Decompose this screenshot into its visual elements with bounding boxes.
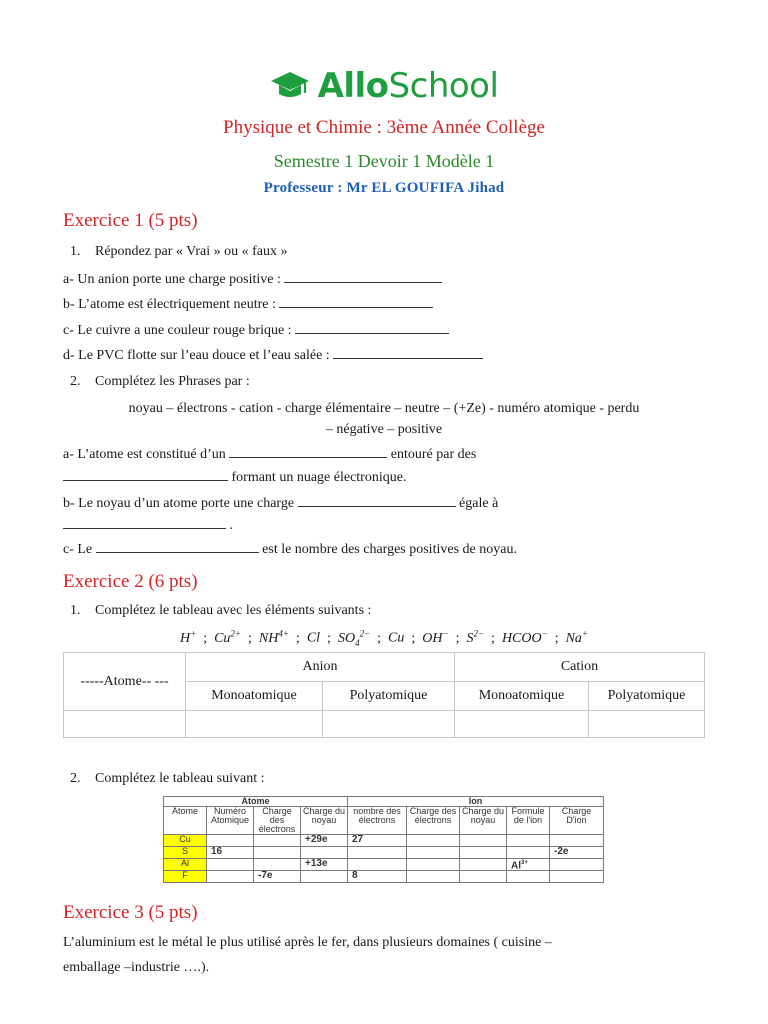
element-symbol-cell: F [164, 871, 207, 883]
ion-separator: ; [411, 630, 416, 646]
answer-cell[interactable] [254, 847, 301, 859]
ex1-sentence-b-cont: . [63, 516, 233, 534]
answer-blank[interactable] [63, 468, 228, 481]
ion-separator: ; [203, 630, 208, 646]
graduation-cap-icon [270, 69, 310, 103]
ion-formula: Na+ [565, 628, 588, 646]
header-cell: Charge des électrons [254, 807, 301, 835]
answer-cell[interactable] [407, 859, 460, 871]
answer-cell[interactable] [550, 871, 604, 883]
document-title: Physique et Chimie : 3ème Année Collège [223, 117, 545, 138]
ion-separator: ; [377, 630, 382, 646]
answer-blank[interactable] [279, 295, 433, 308]
element-symbol-cell: Al [164, 859, 207, 871]
ion-formula: $SO_4^{2-}$ [337, 628, 371, 648]
answer-blank[interactable] [229, 445, 387, 458]
ion-separator: ; [327, 630, 331, 646]
answer-cell[interactable] [407, 847, 460, 859]
ion-formula: Cl [306, 630, 321, 646]
header-cell: Charge des électrons [407, 807, 460, 835]
answer-cell[interactable] [507, 835, 550, 847]
table-row [164, 871, 604, 883]
answer-blank[interactable] [284, 270, 442, 283]
ion-formula: HCOO− [501, 628, 548, 646]
ion-formula: H+ [179, 628, 197, 646]
answer-blank[interactable] [63, 516, 226, 529]
answer-cell[interactable] [254, 859, 301, 871]
group-atome: Atome [164, 797, 348, 807]
ion-separator: ; [554, 630, 559, 646]
ex1-item-a: a- Un anion porte une charge positive : [63, 270, 442, 288]
answer-cell[interactable]: -7e [254, 871, 301, 883]
ex1-question-2: 2. Complétez les Phrases par : [70, 374, 250, 389]
answer-cell[interactable] [407, 835, 460, 847]
atom-ion-table [163, 796, 604, 883]
answer-cell[interactable] [550, 859, 604, 871]
col-anion-mono: Monoatomique [186, 682, 323, 711]
ex1-item-c: c- Le cuivre a une couleur rouge brique : [63, 321, 449, 339]
answer-cell[interactable] [207, 871, 254, 883]
ion-formula: $S^{2-}$ [466, 628, 485, 646]
word-bank-line-1: noyau – électrons - cation - charge élémentaire – neutre – (+Ze) - numéro atomique - perdu [128, 401, 640, 416]
answer-cell[interactable]: $Al^{3+}$ [507, 859, 550, 871]
professor-name: Professeur : Mr EL GOUFIFA Jihad [263, 180, 505, 196]
ion-formula: $Cu^{2+}$ [214, 628, 241, 646]
ion-formula: $NH^{4+}$ [258, 628, 289, 646]
header-cell: Charge du noyau [460, 807, 507, 835]
word-bank [63, 398, 705, 440]
header-cell: Atome [164, 807, 207, 835]
answer-cell[interactable]: 27 [348, 835, 407, 847]
logo-text: AlloSchool [317, 66, 499, 106]
answer-cell[interactable] [207, 859, 254, 871]
answer-cell[interactable] [348, 859, 407, 871]
answer-cell[interactable]: 16 [207, 847, 254, 859]
answer-cell[interactable] [460, 835, 507, 847]
element-symbol-cell: S [164, 847, 207, 859]
table-row [164, 859, 604, 871]
group-ion: Ion [348, 797, 604, 807]
answer-cell[interactable] [254, 835, 301, 847]
col-cation-poly: Polyatomique [589, 682, 705, 711]
exercise-1-title: Exercice 1 (5 pts) [63, 210, 198, 231]
answer-cell[interactable] [589, 711, 705, 738]
exercise-3-title: Exercice 3 (5 pts) [63, 902, 198, 923]
col-anion-poly: Polyatomique [323, 682, 455, 711]
ex1-sentence-a-cont: formant un nuage électronique. [63, 468, 406, 486]
word-bank-line-2: – négative – positive [325, 422, 443, 437]
ion-separator: ; [455, 630, 460, 646]
answer-cell[interactable] [301, 871, 348, 883]
header-cell: Charge du noyau [301, 807, 348, 835]
ex3-text-line-2: emballage –industrie ….). [63, 960, 210, 975]
answer-cell[interactable]: -2e [550, 847, 604, 859]
ion-separator: ; [295, 630, 300, 646]
ion-list [63, 628, 705, 647]
ex1-item-d: d- Le PVC flotte sur l’eau douce et l’eau salée : [63, 346, 483, 364]
header-cell: nombre des électrons [348, 807, 407, 835]
table-row [164, 835, 604, 847]
exercise-2-title: Exercice 2 (6 pts) [63, 571, 198, 592]
answer-cell[interactable] [348, 847, 407, 859]
answer-cell[interactable] [550, 835, 604, 847]
ion-formula: OH− [422, 628, 449, 646]
answer-cell[interactable]: +13e [301, 859, 348, 871]
answer-cell[interactable] [507, 871, 550, 883]
answer-cell[interactable] [207, 835, 254, 847]
document-subtitle: Semestre 1 Devoir 1 Modèle 1 [273, 151, 495, 171]
answer-cell[interactable] [186, 711, 323, 738]
answer-cell[interactable] [460, 847, 507, 859]
answer-cell[interactable] [460, 871, 507, 883]
ex2-question-2: 2. Complétez le tableau suivant : [70, 771, 265, 786]
ex2-question-1: 1. Complétez le tableau avec les éléments suivants : [70, 603, 372, 618]
element-symbol-cell: Cu [164, 835, 207, 847]
answer-cell[interactable] [301, 847, 348, 859]
alloschool-logo [0, 66, 768, 110]
header-cell: Charge D'ion [550, 807, 604, 835]
answer-cell[interactable] [507, 847, 550, 859]
ex1-question-1: 1. Répondez par « Vrai » ou « faux » [70, 244, 288, 259]
answer-blank[interactable] [298, 494, 456, 507]
answer-cell[interactable] [455, 711, 589, 738]
header-cell: Formule de l'ion [507, 807, 550, 835]
answer-cell[interactable] [323, 711, 455, 738]
answer-blank[interactable] [333, 346, 483, 359]
answer-cell[interactable] [407, 871, 460, 883]
col-anion: Anion [186, 653, 455, 682]
ion-separator: ; [248, 630, 252, 646]
header-cell: Numéro Atomique [207, 807, 254, 835]
classification-table [63, 652, 705, 738]
ex1-sentence-a: a- L’atome est constitué d’un entouré par des [63, 447, 477, 462]
ex1-item-b: b- L’atome est électriquement neutre : [63, 295, 433, 313]
ex1-sentence-c: c- Le est le nombre des charges positives de noyau. [63, 542, 517, 557]
ex1-sentence-b: b- Le noyau d’un atome porte une charge égale à [63, 496, 499, 511]
col-cation-mono: Monoatomique [455, 682, 589, 711]
answer-blank[interactable] [295, 321, 449, 334]
answer-cell[interactable]: +29e [301, 835, 348, 847]
answer-cell[interactable] [64, 711, 186, 738]
answer-cell[interactable] [460, 859, 507, 871]
col-atome: -----Atome-- --- [64, 653, 186, 711]
ex3-text-line-1: L’aluminium est le métal le plus utilisé après le fer, dans plusieurs domaines ( cuisine – [63, 935, 552, 950]
col-cation: Cation [455, 653, 705, 682]
ion-formula: Cu [388, 630, 405, 646]
ion-separator: ; [491, 630, 495, 646]
answer-blank[interactable] [96, 540, 259, 553]
answer-cell[interactable]: 8 [348, 871, 407, 883]
table-row [164, 847, 604, 859]
